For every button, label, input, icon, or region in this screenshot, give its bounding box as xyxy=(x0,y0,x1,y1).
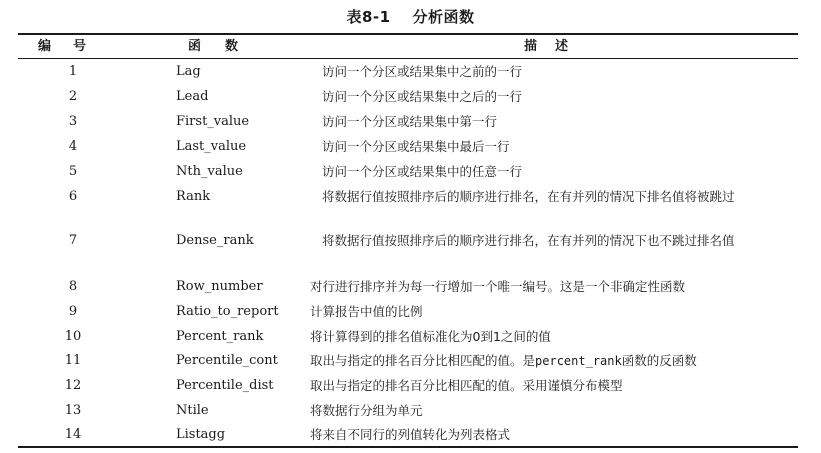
row-description: 将来自不同行的列值转化为列表格式 xyxy=(310,427,511,442)
row-function: First_value xyxy=(176,114,250,129)
row-number: 2 xyxy=(68,89,78,104)
row-description: 将数据行值按照排序后的顺序进行排名，在有并列的情况下排名值将被跳过 xyxy=(322,189,735,204)
row-number: 8 xyxy=(68,279,78,294)
row-function: Ratio_to_report xyxy=(176,304,279,319)
row-number: 3 xyxy=(68,114,78,129)
row-number: 7 xyxy=(68,233,78,248)
row-function: Lag xyxy=(176,64,201,79)
row-number: 1 xyxy=(68,64,78,79)
row-number: 13 xyxy=(64,403,82,418)
row-number: 6 xyxy=(68,189,78,204)
row-function: Row_number xyxy=(176,279,263,294)
column-header-description: 描述 xyxy=(523,39,586,54)
row-number: 14 xyxy=(64,427,82,442)
row-number: 5 xyxy=(68,164,78,179)
row-description: 访问一个分区或结果集中第一行 xyxy=(322,114,498,129)
row-number: 10 xyxy=(64,329,82,344)
row-description: 对行进行排序并为每一行增加一个唯一编号。这是一个非确定性函数 xyxy=(310,279,686,294)
row-function: Lead xyxy=(176,89,209,104)
row-description xyxy=(310,350,800,372)
row-number: 4 xyxy=(68,139,78,154)
row-description: 访问一个分区或结果集中的任意一行 xyxy=(322,164,523,179)
table-caption-label: 表8-1 xyxy=(346,8,391,26)
table-caption xyxy=(0,6,821,27)
column-header-number: 编号 xyxy=(37,39,108,54)
table-header-rule xyxy=(18,58,798,59)
table-caption-title: 分析函数 xyxy=(412,8,475,26)
row-description-text: 函数的反函数 xyxy=(621,353,697,368)
row-function: Listagg xyxy=(176,427,226,442)
row-function: Percent_rank xyxy=(176,329,264,344)
row-description: 访问一个分区或结果集中之后的一行 xyxy=(322,89,523,104)
row-description: 访问一个分区或结果集中最后一行 xyxy=(322,139,510,154)
row-function: Rank xyxy=(176,189,211,204)
row-description: 将数据行值按照排序后的顺序进行排名，在有并列的情况下也不跳过排名值 xyxy=(322,233,735,248)
row-function: Percentile_dist xyxy=(176,378,274,393)
table-top-rule xyxy=(18,33,798,35)
row-function: Dense_rank xyxy=(176,233,254,248)
row-function: Nth_value xyxy=(176,164,243,179)
row-description-text: 取出与指定的排名百分比相匹配的值。是 xyxy=(310,353,536,368)
row-description: 访问一个分区或结果集中之前的一行 xyxy=(322,64,523,79)
row-function: Ntile xyxy=(176,403,209,418)
row-description-code: percent_rank xyxy=(535,354,622,368)
column-header-function: 函数 xyxy=(187,39,262,54)
row-description: 计算报告中值的比例 xyxy=(310,304,423,319)
row-description: 取出与指定的排名百分比相匹配的值。采用谨慎分布模型 xyxy=(310,378,623,393)
row-description: 将计算得到的排名值标准化为0到1之间的值 xyxy=(310,329,551,344)
row-number: 9 xyxy=(68,304,78,319)
row-description: 将数据行分组为单元 xyxy=(310,403,423,418)
row-function: Percentile_cont xyxy=(176,353,278,368)
row-number: 12 xyxy=(64,378,82,393)
row-function: Last_value xyxy=(176,139,247,154)
table-bottom-rule xyxy=(18,446,798,448)
row-number: 11 xyxy=(64,353,82,368)
